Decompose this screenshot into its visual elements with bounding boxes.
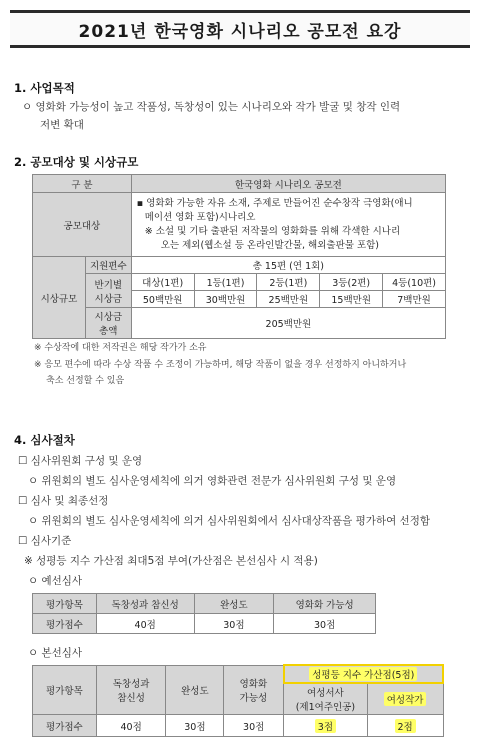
target-line-4: 오는 제외(웹소설 등 온라인발간물, 해외출판물 포함) [160,239,379,251]
final-header-originality-1: 독창성과 [112,678,150,690]
amount-cell: 30백만원 [194,291,257,308]
prelim-header: 영화화 가능성 [274,594,376,614]
prize-cell: 1등(1편) [194,274,257,291]
review-item-1: ☐ 심사위원회 구성 및 운영 [18,455,143,467]
note-copyright: ※ 수상작에 대한 저작권은 해당 작가가 소유 [34,343,207,353]
table-header-contest: 한국영화 시나리오 공모전 [131,175,445,193]
prelim-header: 완성도 [194,594,274,614]
final-score-highlight: 2점 [395,719,416,733]
amount-cell: 50백만원 [131,291,194,308]
total-prize-label-1: 시상금 [94,312,123,323]
review-item-3: ☐ 심사기준 [18,535,72,547]
final-header-female-writer [367,683,443,715]
count-value: 총 15편 (연 1회) [131,257,445,274]
final-score-label: 평가점수 [33,715,97,737]
prelim-score-label: 평가점수 [33,614,97,634]
amount-cell: 25백만원 [257,291,320,308]
amount-cell: 15백만원 [320,291,383,308]
prize-cell: 대상(1편) [131,274,194,291]
prelim-heading: ㅇ 예선심사 [28,575,83,587]
review-item-1-sub: ㅇ 위원회의 별도 심사운영세칙에 의거 영화관련 전문가 심사위원회 구성 및 운영 [28,475,397,487]
final-header-originality [96,665,166,715]
prelim-score: 40점 [96,614,194,634]
bonus-note: ※ 성평등 지수 가산점 최대5점 부여(가산점은 본선심사 시 적용) [24,555,318,567]
half-prize-label-1: 반기별 [94,279,123,291]
prize-cell: 4등(10편) [383,274,446,291]
document-title: 2021년 한국영화 시나리오 공모전 요강 [78,21,402,42]
target-line-2: 메이션 영화 포함)시나리오 [144,211,256,223]
half-prize-label [85,274,131,308]
total-prize-label [85,308,131,339]
total-prize-label-2: 총액 [99,326,118,337]
final-header-item: 평가항목 [33,665,97,715]
prelim-header: 평가항목 [33,594,97,614]
final-table [32,664,444,737]
final-heading: ㅇ 본선심사 [28,647,83,659]
table-header-category: 구 분 [33,175,132,193]
amount-cell: 7백만원 [383,291,446,308]
female-narrative-2: (제1여주인공) [295,702,356,713]
female-narrative-1: 여성서사 [307,688,344,699]
prelim-score: 30점 [274,614,376,634]
count-label: 지원편수 [85,257,131,274]
half-prize-label-2: 시상금 [94,293,123,305]
target-line-3: ※ 소설 및 기타 출판된 저작물의 영화화를 위해 각색한 시나리 [144,225,401,237]
female-writer-highlight: 여성작가 [384,692,427,706]
section-1-line-2: 저변 확대 [40,119,84,131]
total-prize-value: 205백만원 [131,308,445,339]
prize-cell: 2등(1편) [257,274,320,291]
final-header-feasibility-2: 가능성 [239,692,268,704]
final-header-female-narrative [284,683,368,715]
section-4-heading: 4. 심사절차 [14,433,75,447]
target-label: 공모대상 [33,193,132,257]
section-1-heading: 1. 사업목적 [14,81,75,95]
prelim-table [32,593,376,634]
award-scale-label: 시상규모 [33,257,86,339]
final-header-feasibility-1: 영화화 [239,678,268,690]
section-1-line-1: ㅇ 영화화 가능성이 높고 작품성, 독창성이 있는 시나리오와 작가 발굴 및 창작 인력 [22,101,401,113]
target-description [131,193,445,257]
document-title-bar [10,10,470,48]
final-header-originality-2: 참신성 [117,692,145,704]
review-item-2: ☐ 심사 및 최종선정 [18,495,109,507]
prelim-score: 30점 [194,614,274,634]
note-adjust-2: 축소 선정할 수 있음 [46,376,125,386]
note-adjust-1: ※ 응모 편수에 따라 수상 작품 수 조정이 가능하며, 해당 작품이 없을 경우 선정하지 아니하거나 [34,360,407,370]
review-item-2-sub: ㅇ 위원회의 별도 심사운영세칙에 의거 심사위원회에서 심사대상작품을 평가하여 선정함 [28,515,430,527]
final-score-highlight: 3점 [315,719,336,733]
final-score: 40점 [96,715,166,737]
prize-cell: 3등(2편) [320,274,383,291]
prelim-header: 독창성과 참신성 [96,594,194,614]
final-score [284,715,368,737]
final-header-gender-bonus [284,665,443,683]
section-2-heading: 2. 공모대상 및 시상규모 [14,155,139,169]
final-score: 30점 [224,715,284,737]
final-score: 30점 [166,715,224,737]
gender-bonus-highlight: 성평등 지수 가산점(5점) [309,667,417,681]
final-header-feasibility [224,665,284,715]
final-score [367,715,443,737]
target-line-1: ▪ 영화화 가능한 자유 소재, 주제로 만들어진 순수창작 극영화(애니 [136,197,413,209]
final-header-completeness: 완성도 [166,665,224,715]
award-table [32,174,446,339]
